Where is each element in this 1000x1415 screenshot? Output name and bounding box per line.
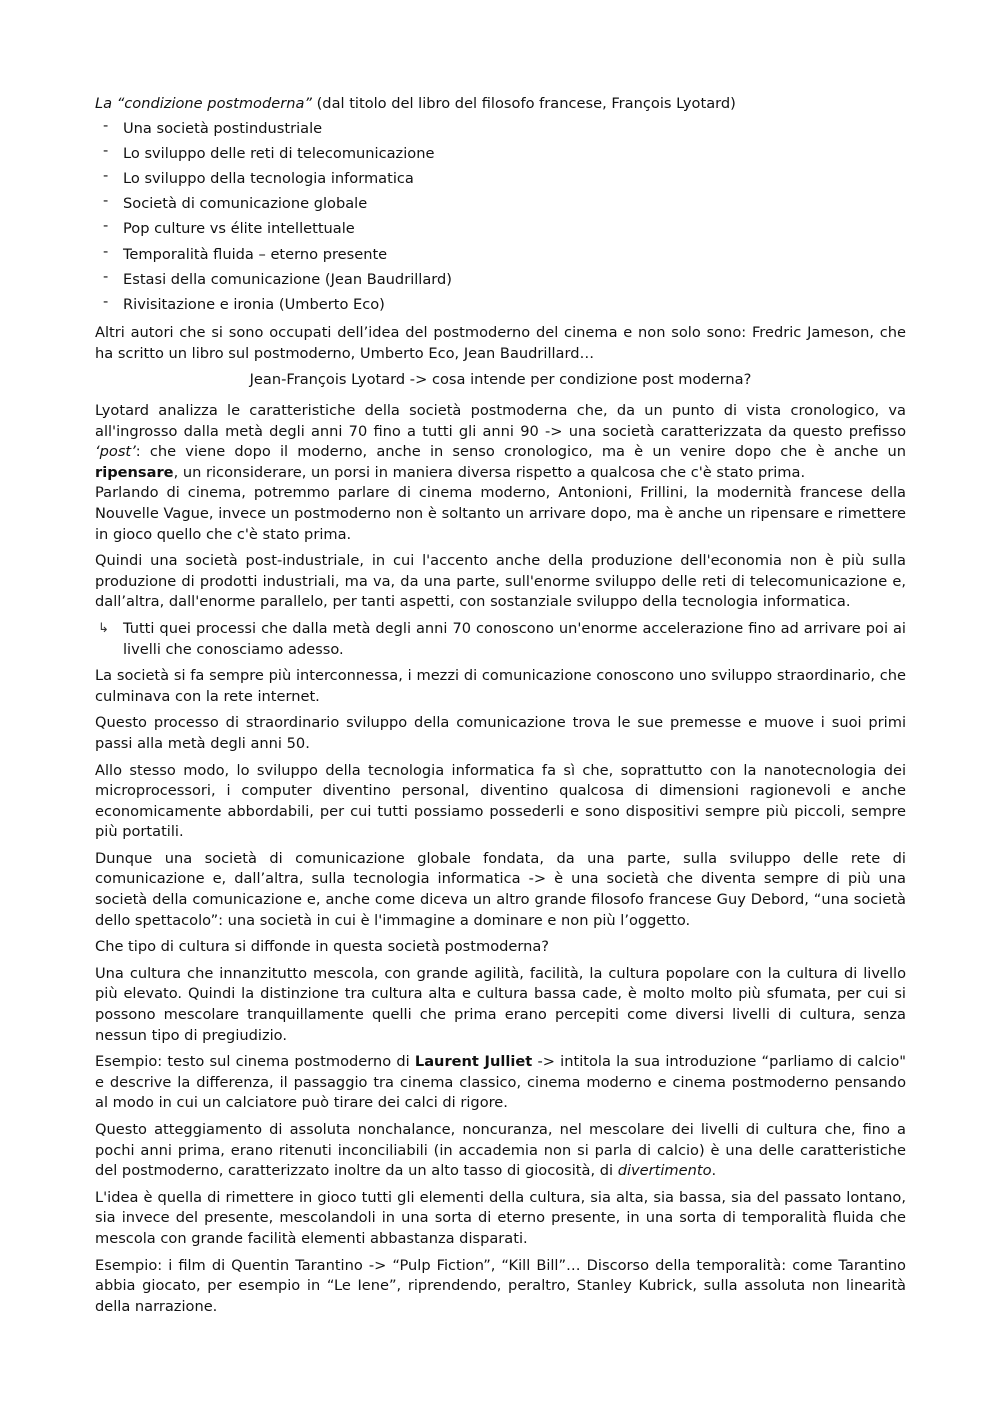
list-item: [95, 267, 906, 292]
text-span: Esempio: testo sul cinema postmoderno di: [95, 1053, 415, 1071]
intro-heading: [95, 94, 906, 115]
paragraph-communication: Questo processo di straordinario sviluppo della comunicazione trova le sue premesse e muove i suoi primi passi alla metà degli anni 50.: [95, 714, 906, 752]
list-item: [95, 242, 906, 267]
paragraph-julliet-example: [95, 1052, 906, 1114]
paragraph-idea: L'idea è quella di rimettere in gioco tutti gli elementi della cultura, sia alta, sia bassa, sia del passato lontano, sia invece del presente, mescolandoli in una sorta di eterno presente, in una sorta di temporalità fluida che mescola con grande facilità elementi abbastanza disparati.: [95, 1188, 906, 1247]
paragraph-interconnected: La società si fa sempre più interconnessa, i mezzi di comunicazione conoscono uno sviluppo straordinario, che culminava con la rete internet.: [95, 667, 906, 705]
topic-list: [95, 116, 906, 318]
dash-bullet-icon: -: [103, 267, 109, 285]
text-span: : che viene dopo il moderno, anche in senso cronologico, ma è un venire dopo che è anche un: [135, 443, 906, 461]
paragraph-global-communication: Dunque una società di comunicazione globale fondata, da una parte, sulla sviluppo delle rete di comunicazione e, dall’altra, sulla tecnologia informatica -> è una società che diventa sempre di più una società della comunicazione e, anche come diceva un altro grande filosofo francese Guy Debord, “una società dello spettacolo”: una società in cui è l'immagine a dominare e non più l’oggetto.: [95, 849, 906, 929]
text-span: Questo atteggiamento di assoluta nonchalance, noncuranza, nel mescolare dei livelli di cultura che, fino a pochi anni prima, erano ritenuti inconciliabili (in accademia non si parla di calcio) è una delle caratteristiche del postmoderno, caratterizzato inoltre da un alto tasso di giocosità, di: [95, 1121, 906, 1180]
text-span: .: [711, 1162, 717, 1180]
list-item-text: Estasi della comunicazione (Jean Baudrillard): [123, 270, 453, 288]
dash-bullet-icon: -: [103, 217, 109, 235]
list-item-text: Società di comunicazione globale: [123, 195, 368, 213]
list-item-text: Lo sviluppo delle reti di telecomunicazione: [123, 144, 435, 162]
paragraph-post-industrial: Quindi una società post-industriale, in cui l'accento anche della produzione dell'economia non è più sulla produzione di prodotti industriali, ma va, da una parte, sull'enorme sviluppo delle reti di telecomunicazione e, dall’altra, dall'enorme parallelo, per tanti aspetti, con sostanziale sviluppo della tecnologia informatica.: [95, 552, 906, 611]
text-span: , un riconsiderare, un porsi in maniera diversa rispetto a qualcosa che c'è stato prima.: [173, 463, 806, 481]
return-arrow-icon: ↳: [98, 620, 109, 636]
paragraph-other-authors: Altri autori che si sono occupati dell’idea del postmoderno del cinema e non solo sono: Fredric Jameson, che ha scritto un libro sul postmoderno, Umberto Eco, Jean Baudrillard…: [95, 324, 906, 362]
list-item: [95, 191, 906, 216]
dash-bullet-icon: -: [103, 293, 109, 311]
paragraph-lyotard: [95, 401, 906, 483]
paragraph-nonchalance: [95, 1120, 906, 1182]
centered-question: Jean-François Lyotard -> cosa intende per condizione post moderna?: [249, 371, 752, 389]
paragraph-cinema: Parlando di cinema, potremmo parlare di cinema moderno, Antonioni, Frillini, la modernità francese della Nouvelle Vague, invece un postmoderno non è soltanto un arrivare dopo, ma è anche un ripensare e rimettere in gioco quello che c'è stato prima.: [95, 484, 906, 543]
author-name-bold: Laurent Julliet: [414, 1053, 533, 1071]
paragraph-culture: Una cultura che innanzitutto mescola, con grande agilità, facilità, la cultura popolare con la cultura di livello più elevato. Quindi la distinzione tra cultura alta e cultura bassa cade, è molto molto più sfumata, per cui si possono mescolare tranquillamente quelli che prima erano percepiti come diversi livelli di cultura, senza nessun tipo di pregiudizio.: [95, 964, 906, 1044]
list-item: [95, 292, 906, 317]
list-item-text: Lo sviluppo della tecnologia informatica: [123, 170, 414, 187]
divertimento-emphasis: divertimento: [617, 1162, 712, 1180]
post-emphasis: ‘post’: [95, 443, 136, 461]
list-item-text: Una società postindustriale: [123, 119, 323, 137]
arrow-note: [95, 619, 906, 660]
ripensare-bold: ripensare: [95, 463, 174, 481]
paragraph-technology: Allo stesso modo, lo sviluppo della tecnologia informatica fa sì che, soprattutto con la nanotecnologia dei microprocessori, i computer diventino personal, diventino qualcosa di dimensioni ragionevoli e anche economicamente abbordabili, per cui tutti possiamo possederli e sono dispositivi sempre più piccoli, sempre più portatili.: [95, 761, 906, 841]
list-item: [95, 116, 906, 141]
arrow-note-text: Tutti quei processi che dalla metà degli anni 70 conoscono un'enorme accelerazione fino ad arrivare poi ai livelli che conosciamo adesso.: [123, 619, 906, 658]
paragraph-tarantino-example: Esempio: i film di Quentin Tarantino -> “Pulp Fiction”, “Kill Bill”… Discorso della temporalità: come Tarantino abbia giocato, per esempio in “Le Iene”, riprendendo, peraltro, Stanley Kubrick, sulla assoluta non linearità della narrazione.: [95, 1256, 906, 1315]
document-page: [95, 94, 906, 1323]
dash-bullet-icon: -: [103, 116, 109, 134]
paragraph-question: Che tipo di cultura si diffonde in questa società postmoderna?: [95, 938, 550, 956]
intro-title: La “condizione postmoderna”: [95, 95, 312, 112]
list-item-text: Pop culture vs élite intellettuale: [123, 220, 355, 238]
dash-bullet-icon: -: [103, 141, 109, 159]
dash-bullet-icon: -: [103, 242, 109, 260]
list-item: [95, 216, 906, 241]
list-item-text: Temporalità fluida – eterno presente: [123, 245, 388, 263]
list-item-text: Rivisitazione e ironia (Umberto Eco): [123, 296, 385, 314]
intro-subtitle: (dal titolo del libro del filosofo francese, François Lyotard): [311, 95, 736, 112]
dash-bullet-icon: -: [103, 192, 109, 210]
text-span: -> intitola la sua introduzione “parliamo di calcio" e descrive la differenza, il passaggio tra cinema classico, cinema moderno e cinema postmoderno pensando al modo in cui un calciatore può tirare dei calci di rigore.: [95, 1053, 906, 1112]
list-item: [95, 166, 906, 191]
dash-bullet-icon: -: [103, 167, 109, 184]
text-span: Lyotard analizza le caratteristiche della società postmoderna che, da un punto di vista cronologico, va all'ingrosso dalla metà degli anni 70 fino a tutti gli anni 90 -> una società caratterizzata da questo prefisso: [95, 402, 906, 440]
list-item: [95, 141, 906, 166]
